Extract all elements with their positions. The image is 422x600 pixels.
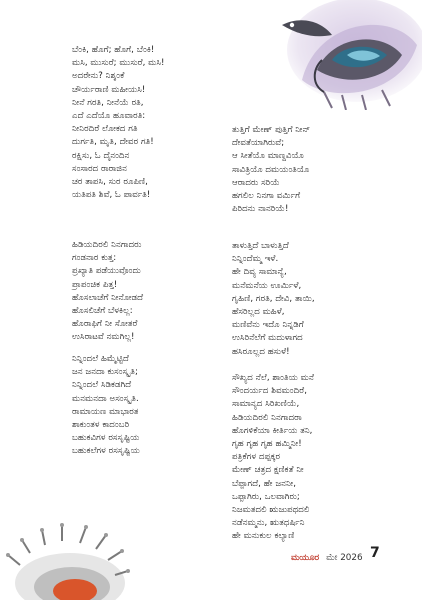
poem-line: ಪ್ರಾಪಂಚಿಕ ಪಿತ್ತ! xyxy=(72,279,118,290)
stanza-6 xyxy=(232,372,314,544)
poem-line: ತುತ್ತಿಗೆ ಮೇಣ್ ಪುತ್ತಿಗೆ ನೀನ್ xyxy=(232,125,311,135)
poem-line: ನಿಜಮತದಲಿ ಋಜುಪಥದಲಿ xyxy=(232,505,310,516)
poem-line: ಹೊಸಲಿಚೆಗೆ ಬೆಳಕಿಲ್ಲ: xyxy=(72,306,133,317)
poem-line: ನಿನ್ನಿಂದಲೆ ಹಿಮ್ಮೆಟ್ಟಿದೆ xyxy=(72,354,129,364)
poem-line: ಮನೆಮನೆಯ ಊರ್ಮಿಳೆ, xyxy=(232,280,302,291)
poem-line: ಗೃಹಿಣಿ, ಗರತಿ, ದೇವಿ, ತಾಯಿ, xyxy=(232,293,315,304)
poem-line: ಉಸಿರಿನೆಲೆಗೆ ಮದುಳಾಗದ xyxy=(232,333,303,344)
poem-line: ಸೌಖ್ಯದ ನೆಲೆ, ಶಾಂತಿಯ ಮನೆ xyxy=(232,373,315,383)
poem-line: ಅದರೇನು? ನಿಶ್ಶಂಕೆ xyxy=(72,71,125,82)
stanza-4 xyxy=(232,124,310,216)
poem-line: ಚರ ತಾಪಸಿ, ಸುರ ರೂಪಿಣಿ, xyxy=(72,177,148,188)
poem-line: ಆರಾದರು ಸರಿಯೆ xyxy=(232,177,280,188)
poem-line: ಹೊರಾಫಿಗೆ ನೀ ಸೋತರೆ xyxy=(72,319,138,330)
poem-line: ಹೊಸಲಾಚೆಗೆ ನೀನೋಡದೆ xyxy=(72,292,144,303)
stanza-3 xyxy=(72,353,140,459)
poem-line: ಹಿಡಿಯದಿರಲಿ ನಿನಗಾದರು xyxy=(72,240,142,250)
spiky-ornament-illustration-icon xyxy=(0,505,130,600)
poem-line: ಪತ್ರಿಕೆಗಳ ದಪ್ಪಕ್ಕರ xyxy=(232,452,281,463)
poem-line: ಹೆಸರಿಲ್ಲದ ಮಹಿಳೆ, xyxy=(232,307,285,318)
poem-line: ಹಗಲಿಲ ನಿನಗಾ ವರ್ಮಿಗೆ xyxy=(232,191,301,202)
poem-line: ಸಂಸಾರದ ರಾರಾಜಿನ xyxy=(72,163,127,174)
poem-line: ಹಿಡಿಯದಿರಲಿ ನಿನಗಾದರಾ xyxy=(232,412,302,423)
poem-line: ನಡೆನಮ್ಮನು, ಋತಧರ್ಷಿನಿ xyxy=(232,518,305,529)
poem-line: ಹಸಿರೂಲ್ಲದ ಹಸುಳೆ! xyxy=(232,346,290,357)
poem-line: ಆ ಸೀತೆಯೊ ಮಾಣ್ದವಿಯೊ xyxy=(232,151,304,162)
poem-line: ಜನ ಜನದಾ ಕುಸಂಸ್ಕೃತಿ; xyxy=(72,367,138,378)
poem-line: ಮೇಣ್ ಚತ್ರದ ಕ್ಷಣಿಕತೆ ನೀ xyxy=(232,465,304,476)
poem-line: ಶಾಕುಂತಳ ಕಾದಂಬರಿ xyxy=(72,420,130,431)
poem-line: ಬೆಪ್ಪಾಗದೆ, ಹೇ ಜನನೀ, xyxy=(232,478,297,489)
poem-line: ರಾಮಾಯಣ ಮಾಭಾರತ xyxy=(72,406,139,417)
stanza-5 xyxy=(232,240,315,359)
poem-line: ಒಪ್ಪಾಗಿರು, ಒಲವಾಗಿರು; xyxy=(232,491,300,502)
poem-line: ಬಹುಕಲೆಗಳ ರಸಸೃಷ್ಟಿಯ xyxy=(72,446,140,457)
poem-line: ಹೇ ಮನುಕುಲ ಕಲ್ಯಾಣಿ xyxy=(232,531,295,542)
poem-line: ಪಿರಿದನು ನಾನರಿಯೆ! xyxy=(232,204,289,215)
stanza-1 xyxy=(72,44,165,202)
poem-line: ಸಾಮಾನ್ಯದ ಸಿರಿಖಣಿಯೆ, xyxy=(232,399,300,410)
poem-line: ಸೌಂದರ್ಯದ ಶಿವಮಂದಿರೆ, xyxy=(232,386,307,397)
poem-line: ಮನಮನದಾ ಅಸಂಸ್ಕೃತಿ. xyxy=(72,393,139,404)
poem-line: ಎದೆ ಎದೆಯೊ ಹೂವಾರತಿ: xyxy=(72,111,146,122)
poem-line: ಹೇ ದಿವ್ಯ ಸಾಮಾನ್ಯೆ, xyxy=(232,267,287,278)
poem-line: ಹೊಗಳಿಕೆಯಾ ಕೀರ್ತಿಯ ತನಿ, xyxy=(232,425,313,436)
poem-line: ಸಾವಿತ್ರಿಯೊ ದಮಯಂತಿಯೊ xyxy=(232,164,310,175)
poem-line: ರಕ್ಷಿಸು, ಓ ದೈನಂದಿನ xyxy=(72,150,130,161)
stanza-2 xyxy=(72,239,143,345)
poem-line: ನಿನ್ನಿಂದೆಮ್ಮ ಇಳೆ. xyxy=(232,254,279,265)
poem-line: ಚೌರ್ಯರಾಣಿ ಮಹೀಯಸಿ! xyxy=(72,84,146,95)
poem-line: ಪ್ರಖ್ಯಾತಿ ಪಡೆಯುವೊಂದು xyxy=(72,266,141,277)
poem-line: ಬೆಂಕಿ, ಹೊಗೆ; ಹೊಗೆ, ಬೆಂಕಿ! xyxy=(72,45,155,55)
footer-brand xyxy=(291,553,363,563)
poem-line: ನೀನೆ ಗರತಿ, ನೀನೆಯೆ ರತಿ, xyxy=(72,97,144,108)
poem-line: ಯತಿಪತಿ ಶಿವೆ, ಓ ಪಾರ್ವತಿ! xyxy=(72,190,151,201)
poem-line: ನಿನ್ನಿಂದಲೆ ಸಿಡಿಕಡಗಿದೆ xyxy=(72,380,132,391)
peacock-illustration-icon xyxy=(262,0,422,110)
poem-line: ನೀನಿರದಿರೆ ಲೋಕದ ಗತಿ xyxy=(72,124,138,135)
magazine-name: ಮಯೂರ xyxy=(291,553,320,563)
poem-line: ಉಸಿರಾಟವೆ ನಮಗಿಲ್ಲ! xyxy=(72,332,135,343)
poem-line: ಗಂಡನಾರ ಕುತ್ತ: xyxy=(72,253,117,264)
poem-line: ಮಣಿವೆನು ಇದೊ ನಿನ್ನಡಿಗೆ xyxy=(232,320,304,331)
poem-line: ದುರ್ಗತಿ, ಮೃತಿ, ದೇವರ ಗತಿ! xyxy=(72,137,154,148)
poem-line: ಗೃಹ ಗೃಹ ಗೃಹ ಹಮ್ಮಿನೀ! xyxy=(232,439,302,450)
poem-line: ಬಹುಕವಿಗಳ ರಸಸೃಷ್ಟಿಯ xyxy=(72,433,140,444)
issue-date: ಮೇ 2026 xyxy=(326,553,363,563)
page-number: 7 xyxy=(370,545,380,561)
poem-line: ಮಸಿ, ಮುಸುರೆ; ಮುಸುರೆ, ಮಸಿ! xyxy=(72,58,165,69)
poem-line: ತಾಳುತ್ತಿದೆ ಬಾಳುತ್ತಿದೆ xyxy=(232,241,289,251)
poem-line: ದೇವತೆಯಾಗಿರುವೆ; xyxy=(232,138,285,149)
